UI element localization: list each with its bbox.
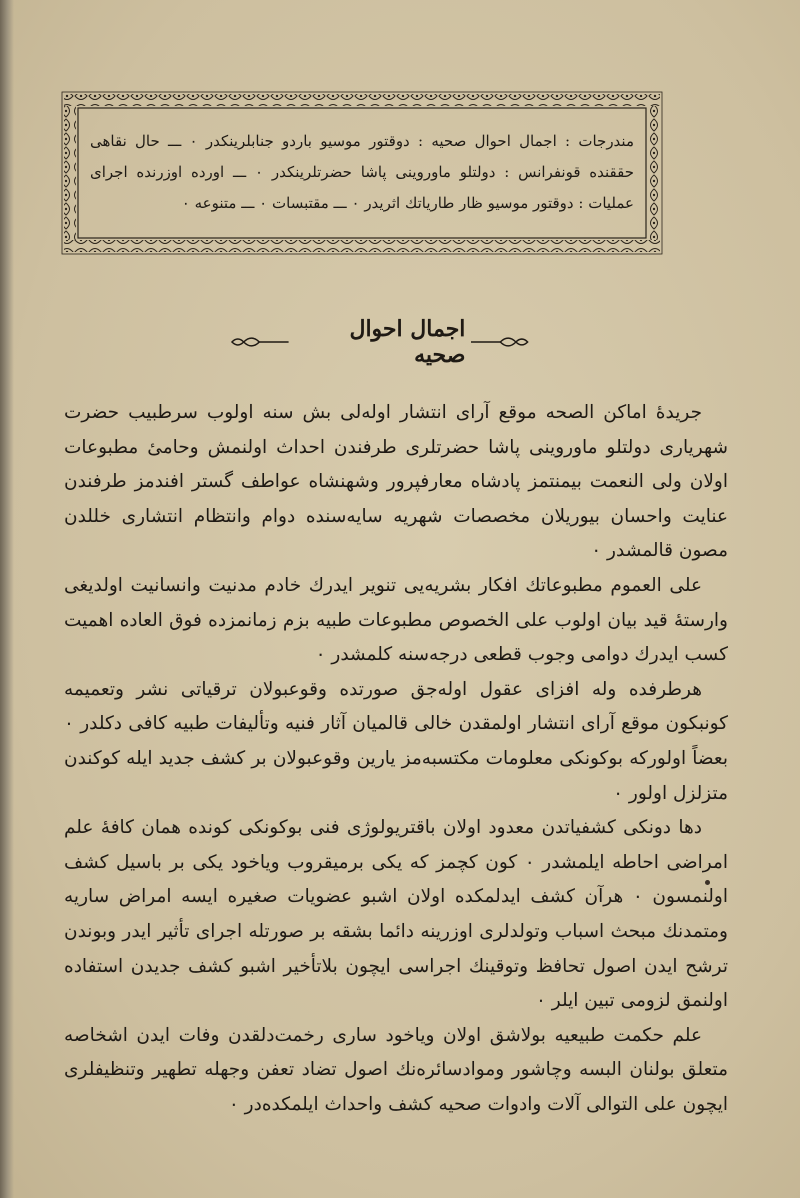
paragraph-3: هرطرفده وله افزای عقول اوله‌جق صورتده وقوعبولان ترقیاتی نشر وتعمیمه كونبكون موقع آرای انتشار اولمقدن خالی قالمیان آثار فنیه وتألیفات طبیه كافی دكلدر ۰ بعضاً اولورکه بوكونكی معلومات مكتسبه‌مز یارین وقوعبولان بر كشف جدید ایله كوكندن متزلزل اولور ۰: [64, 678, 728, 804]
paragraph-1: جریدهٔ اماكن الصحه موقع آرای انتشار اوله‌لی بش سنه اولوب سرطبیب حضرت شهریاری دولتلو ماوروینی پاشا حضرتلری طرفندن احداث اولنمش وحامیٔ مطبوعات اولان ولی النعمت بیمنتمز پادشاه معارفپرور وشهنشاه عواطف گستر افندمز طرفندن عنایت واحسان بیوریلان مخصصات شهریه سایه‌سنده دوام وانتظام انتشاری خللدن مصون قالمشدر ۰: [64, 402, 728, 562]
ornament-left-icon: [230, 332, 289, 352]
paragraph-2: علی العموم مطبوعاتك افكار بشریه‌یی تنویر ایدرك خادم مدنیت وانسانیت اولدیغی وارستهٔ قید بیان اولوب علی الخصوص مطبوعات طبیه بزم زمانمزده فوق العاده اهمیت كسب ایدرك دوامی وجوب قطعی درجه‌سنه كلمشدر ۰: [64, 574, 728, 666]
contents-text: مندرجات : اجمال احوال صحیه : دوقتور موسیو باردو جنابلرینکدر ۰ ـــ حال نقاهی حققنده قونفرانس : دولتلو ماوروینی پاشا حضرتلرینکدر ۰ ـــ اورده اوزرنده اجرای عملیات : دوقتور موسیو ظار طاریاتك اثریدر ۰ ـــ مقتبسات ۰ ـــ متنوعه ۰: [90, 132, 635, 212]
ornament-right-icon: [471, 332, 530, 352]
section-heading: [230, 316, 530, 368]
paragraph-5: علم حکمت طبیعیه بولاشق اولان وياخود ساری رخمت‌دلقدن وفات ایدن اشخاصه متعلق بولنان البسه وچاشور وموادسائره‌نك اصول تضاد تعفن وجهله تطهیر وتنظیفلری ایچون علی التوالی آلات وادوات صحیه كشف واحداث ایلمكده‌در ۰: [64, 1024, 728, 1115]
page-binding-edge: [0, 0, 14, 1198]
article-body: [64, 396, 728, 1122]
paragraph-4: دها دونكی كشفیاتدن معدود اولان باقتریولوژی فنی بوكونكی كونده همان كافهٔ علم امراضی احاطه ایلمشدر ۰ كون كچمز که یكی برمیقروب وياخود يكی بر باسیل كشف اولنمسون ۰ هرآن كشف ایدلمكده اولان اشبو عضویات صغیره ایسه امراض ساریه ومتمدنك مبحث اسباب وتولدلری اوزرینه دائما بشقه بر صورتله اجرای تأثیر ایدر وبوندن ترشح ایدن اصول تحافظ وتوقینك اجراسی ایچون بلاتأخیر اشبو كشف جدیدن استفاده اولنمق لزومی تبین ایلر ۰: [64, 817, 728, 1012]
section-title: اجمال احوال صحیه: [349, 316, 466, 368]
margin-mark: [705, 880, 710, 885]
contents-box: [60, 90, 664, 256]
